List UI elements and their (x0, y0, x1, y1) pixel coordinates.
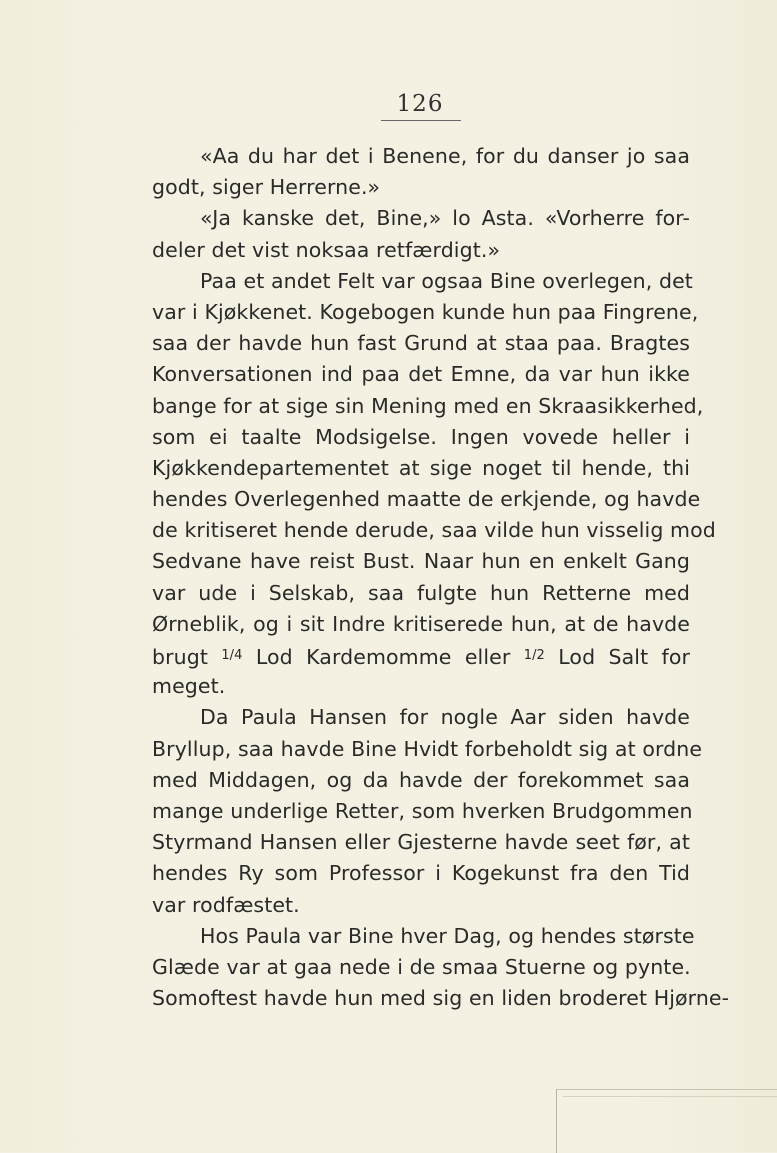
text-line: «Aa du har det i Benene, for du danser jo saa (200, 144, 690, 168)
text-segment: brugt (152, 645, 208, 669)
text-line: Styrmand Hansen eller Gjesterne havde seet før, at (152, 830, 690, 855)
text-line: som ei taalte Modsigelse. Ingen vovede heller i (152, 424, 690, 449)
text-line: bange for at sige sin Mening med en Skraasikkerhed, (152, 393, 704, 418)
text-line: hendes Overlegenhed maatte de erkjende, og havde (152, 487, 701, 512)
text-segment: Lod Salt for (558, 645, 691, 669)
text-line: mange underlige Retter, som hverken Brudgommen (152, 798, 693, 823)
text-line: saa der havde hun fast Grund at staa paa. Bragtes (152, 331, 690, 356)
body-text (152, 141, 730, 1014)
text-line: de kritiseret hende derude, saa vilde hun visselig mod (152, 518, 716, 543)
text-line: hendes Ry som Professor i Kogekunst fra den Tid (152, 861, 690, 886)
page-number: 126 (396, 91, 444, 117)
text-line: Sedvane have reist Bust. Naar hun en enkelt Gang (152, 549, 690, 574)
scan-edge-line (563, 1096, 777, 1097)
text-line: «Ja kanske det, Bine,» lo Asta. «Vorherre for- (200, 206, 690, 231)
text-line: godt, siger Herrerne.» (152, 175, 381, 200)
text-line: Konversationen ind paa det Emne, da var hun ikke (152, 362, 690, 387)
text-line: Da Paula Hansen for nogle Aar siden havde (200, 705, 690, 730)
text-line: Bryllup, saa havde Bine Hvidt forbeholdt sig at ordne (152, 736, 703, 761)
text-line: Somoftest havde hun med sig en liden broderet Hjørne- (152, 986, 730, 1011)
text-line: med Middagen, og da havde der forekommet saa (152, 767, 690, 792)
text-line: Hos Paula var Bine hver Dag, og hendes største (200, 923, 695, 948)
text-line: var rodfæstet. (152, 892, 300, 917)
text-segment: Lod Kardemomme eller (255, 645, 511, 669)
text-line: var ude i Selskab, saa fulgte hun Retterne med (152, 580, 690, 605)
text-line: Kjøkkendepartementet at sige noget til hende, thi (152, 455, 690, 480)
text-line: meget. (152, 674, 226, 699)
fraction-half: 1/2 (523, 648, 545, 663)
text-line: var i Kjøkkenet. Kogebogen kunde hun paa Fingrene, (152, 299, 699, 324)
scan-edge-frame (556, 1089, 777, 1153)
text-line: Glæde var at gaa nede i de smaa Stuerne og pynte. (152, 954, 691, 979)
text-line: Paa et andet Felt var ogsaa Bine overlegen, det (200, 268, 693, 293)
text-line: deler det vist noksaa retfærdigt.» (152, 237, 501, 262)
fraction-quarter: 1/4 (221, 648, 243, 663)
text-line: Ørneblik, og i sit Indre kritiserede hun, at de havde (152, 611, 690, 636)
text-line-with-fractions (152, 640, 690, 671)
header-rule (381, 120, 461, 121)
